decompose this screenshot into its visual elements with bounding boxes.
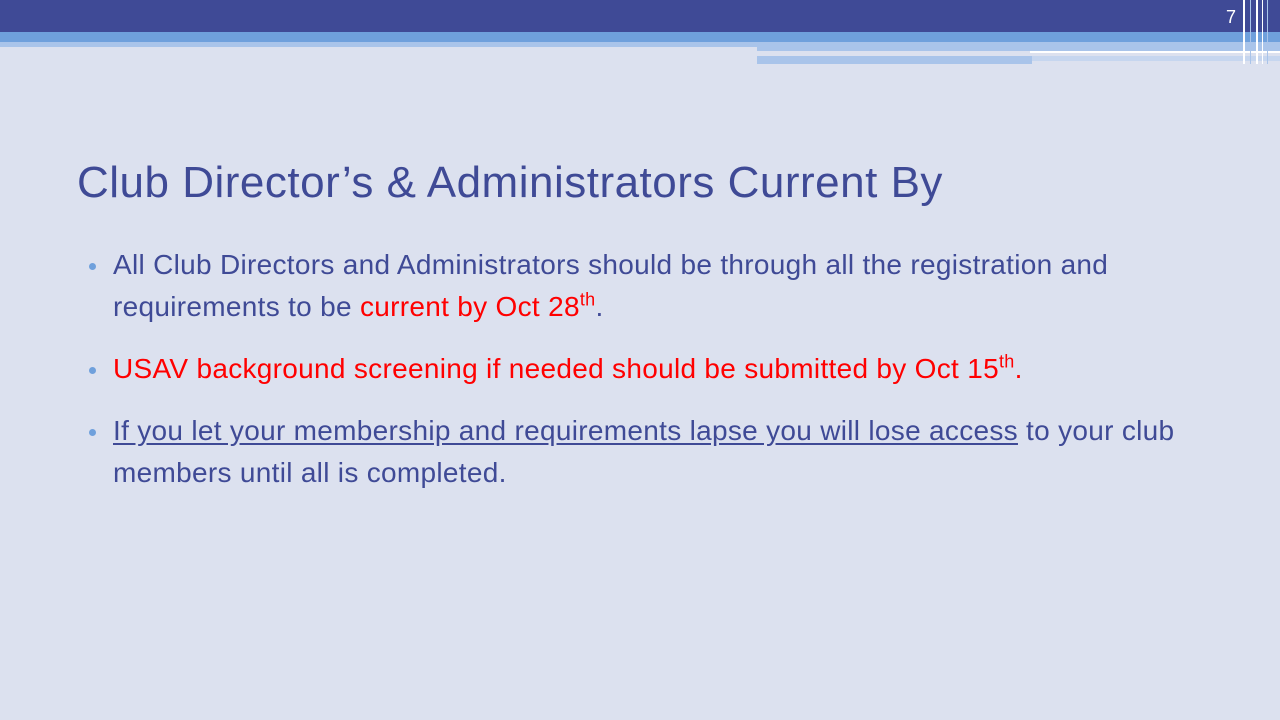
- bullet-end: .: [595, 291, 604, 322]
- ordinal-suffix: th: [998, 351, 1015, 372]
- header-decor-vline: [1267, 0, 1268, 64]
- bullet-item: [113, 348, 1203, 390]
- deadline-highlight: current by Oct 28: [359, 291, 580, 322]
- header-decor-vline: [1256, 0, 1258, 64]
- page-number: 7: [1225, 7, 1236, 27]
- bullet-list: [113, 244, 1203, 514]
- bullet-text: to your club members until all is completed.: [113, 415, 1175, 488]
- header-decor-bar: [757, 56, 1032, 64]
- header-decor-vline: [1250, 0, 1251, 64]
- bullet-text: All Club Directors and Administrators should be through all the registration and requirements to be: [113, 249, 1109, 322]
- header-bar: [0, 0, 1280, 32]
- bullet-item: [113, 244, 1203, 328]
- header-decor-vline: [1243, 0, 1245, 64]
- header-accent-bar: [0, 32, 1280, 42]
- bullet-dot: [89, 367, 96, 374]
- bullet-dot: [89, 263, 96, 270]
- header-decor-vline: [1262, 0, 1263, 64]
- slide-title: Club Director’s & Administrators Current By: [77, 158, 943, 207]
- bullet-dot: [89, 429, 96, 436]
- ordinal-suffix: th: [579, 289, 596, 310]
- bullet-underlined-text: If you let your membership and requirements lapse you will lose access: [113, 415, 1018, 446]
- bullet-item: [113, 410, 1203, 494]
- bullet-end: .: [1014, 353, 1023, 384]
- bullet-text: USAV background screening if needed should be submitted by Oct 15: [113, 353, 999, 384]
